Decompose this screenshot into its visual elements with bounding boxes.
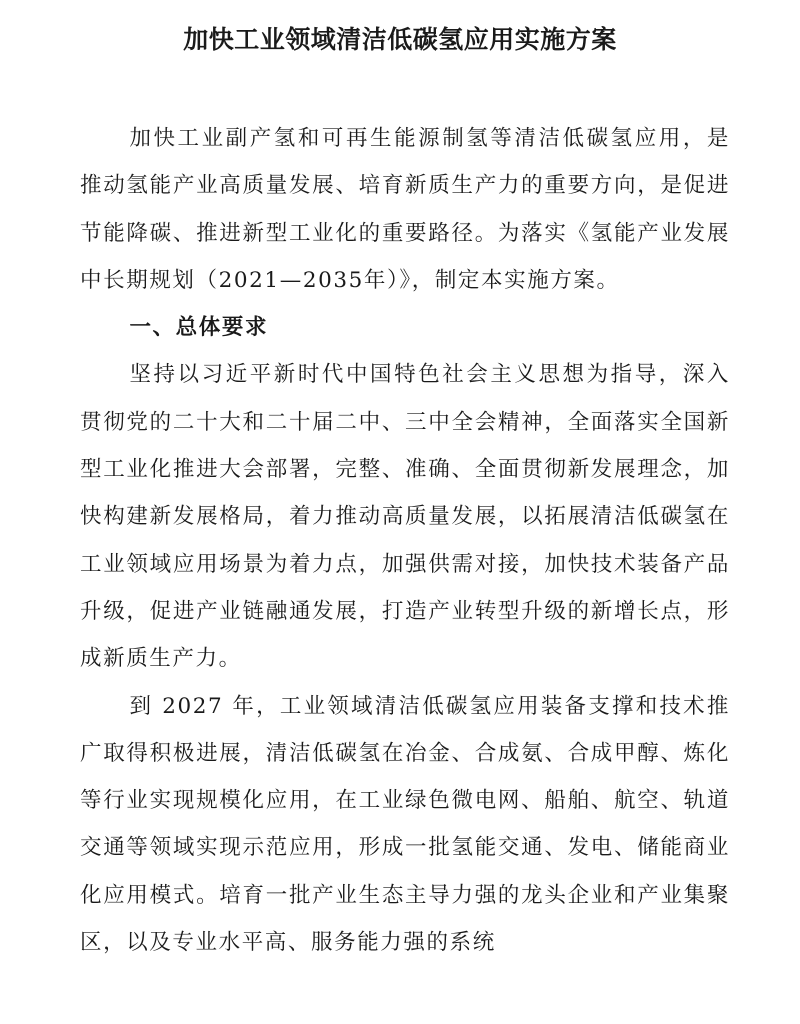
document-title: 加快工业领域清洁低碳氢应用实施方案	[183, 25, 617, 54]
intro-paragraph: 加快工业副产氢和可再生能源制氢等清洁低碳氢应用，是推动氢能产业高质量发展、培育新质生产力的重要方向，是促进节能降碳、推进新型工业化的重要路径。为落实《氢能产业发展中长期规划（2021—2035年）》，制定本实施方案。	[80, 126, 730, 293]
document-body	[80, 115, 730, 966]
goals-2027-paragraph: 到 2027 年，工业领域清洁低碳氢应用装备支撑和技术推广取得积极进展，清洁低碳氢在冶金、合成氨、合成甲醇、炼化等行业实现规模化应用，在工业绿色微电网、船舶、航空、轨道交通等领域实现示范应用，形成一批氢能交通、发电、储能商业化应用模式。培育一批产业生态主导力强的龙头企业和产业集聚区，以及专业水平高、服务能力强的系统	[80, 693, 730, 956]
section-heading-general-requirements: 一、总体要求	[129, 315, 269, 341]
guiding-principle-paragraph: 坚持以习近平新时代中国特色社会主义思想为指导，深入贯彻党的二十大和二十届二中、三中全会精神，全面落实全国新型工业化推进大会部署，完整、准确、全面贯彻新发展理念，加快构建新发展格局，着力推动高质量发展，以拓展清洁低碳氢在工业领域应用场景为着力点，加强供需对接，加快技术装备产品升级，促进产业链融通发展，打造产业转型升级的新增长点，形成新质生产力。	[80, 362, 730, 672]
